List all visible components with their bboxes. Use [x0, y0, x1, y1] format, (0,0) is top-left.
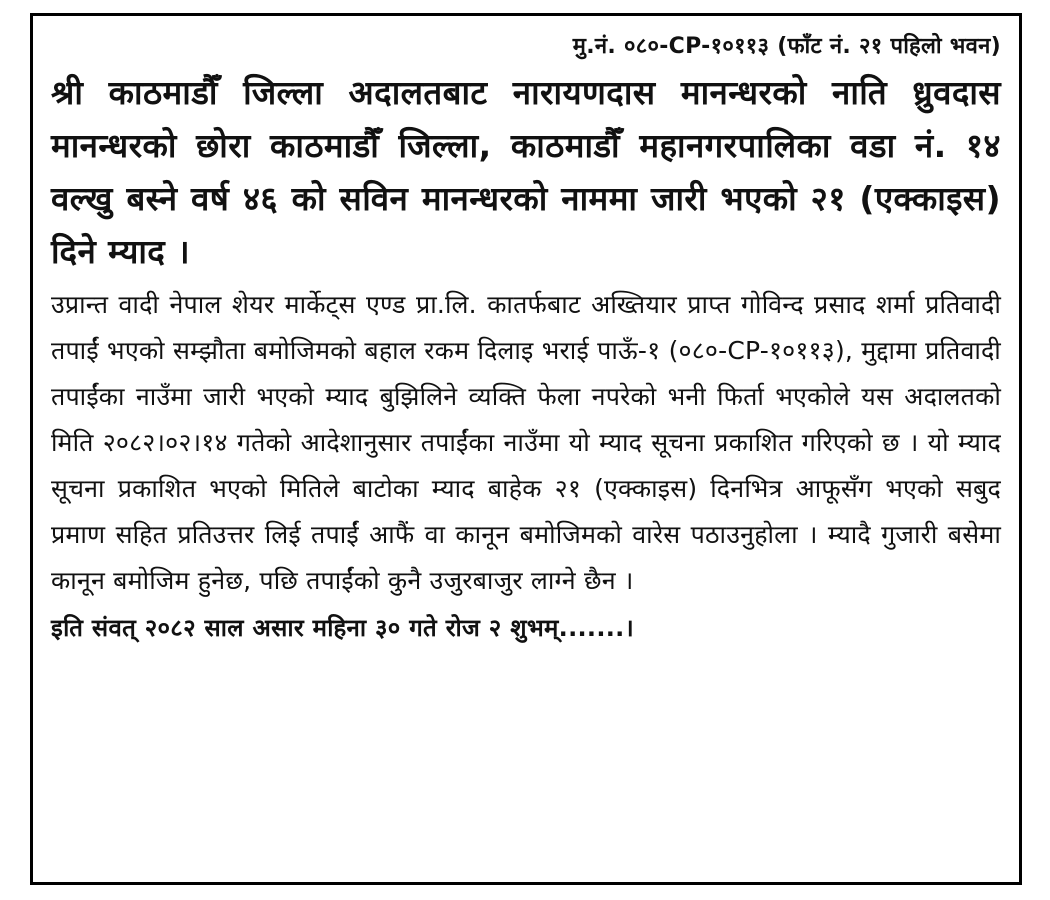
notice-content: [51, 30, 1001, 648]
notice-body: उप्रान्त वादी नेपाल शेयर मार्केट्स एण्ड प्रा.लि. कातर्फबाट अख्तियार प्राप्त गोविन्द प्रसाद शर्मा प्रतिवादी तपाईं भएको सम्झौता बमोजिमको बहाल रकम दिलाइ भराई पाऊँ-१ (०८०-CP-१०११३), मुद्दामा प्रतिवादी तपाईंका नाउँमा जारी भएको म्याद बुझिलिने व्यक्ति फेला नपरेको भनी फिर्ता भएकोले यस अदालतको मिति २०८२।०२।१४ गतेको आदेशानुसार तपाईंका नाउँमा यो म्याद सूचना प्रकाशित गरिएको छ । यो म्याद सूचना प्रकाशित भएको मितिले बाटोका म्याद बाहेक २१ (एक्काइस) दिनभित्र आफूसँग भएको सबुद प्रमाण सहित प्रतिउत्तर लिई तपाईं आफैं वा कानून बमोजिमको वारेस पठाउनुहोला । म्यादै गुजारी बसेमा कानून बमोजिम हुनेछ, पछि तपाईंको कुनै उजुरबाजुर लाग्ने छैन ।: [51, 290, 1001, 595]
court-notice-box: [30, 13, 1022, 885]
notice-closing: इति संवत् २०८२ साल असार महिना ३० गते रोज २ शुभम्.......।: [51, 614, 634, 642]
case-reference: मु.नं. ०८०-CP-१०११३ (फाँट नं. २१ पहिलो भवन): [572, 34, 1001, 59]
notice-heading: श्री काठमाडौँ जिल्ला अदालतबाट नारायणदास मानन्धरको नाति ध्रुवदास मानन्धरको छोरा काठमाडौँ जिल्ला, काठमाडौँ महानगरपालिका वडा नं. १४ वल्खु बस्ने वर्ष ४६ को सविन मानन्धरको नाममा जारी भएको २१ (एक्काइस) दिने म्याद ।: [51, 73, 1001, 271]
